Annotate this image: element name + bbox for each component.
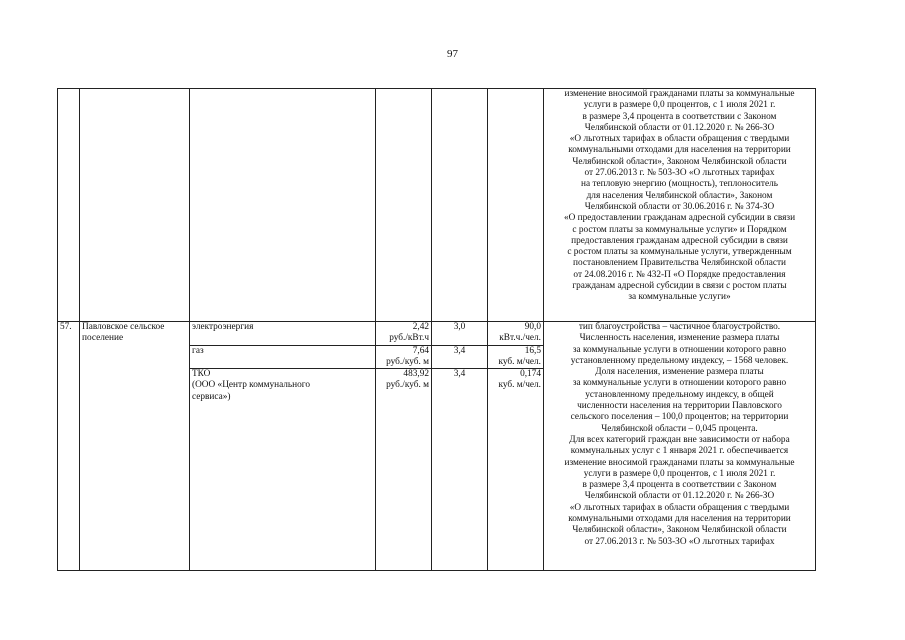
cell-norm-empty bbox=[488, 89, 544, 322]
service-tariff: 7,64 руб./куб. м bbox=[376, 345, 432, 369]
table-row-service-electricity bbox=[58, 322, 816, 346]
cell-growth-empty bbox=[432, 89, 488, 322]
page-number: 97 bbox=[447, 48, 458, 60]
service-tariff: 483,92 руб./куб. м bbox=[376, 369, 432, 571]
service-norm: 16,5 куб. м/чел. bbox=[488, 345, 544, 369]
service-name: ТКО (ООО «Центр коммунального сервиса») bbox=[190, 369, 376, 571]
entry-number: 57. bbox=[58, 322, 80, 571]
service-growth: 3,4 bbox=[432, 345, 488, 369]
settlement-name: Павловское сельское поселение bbox=[80, 322, 190, 571]
service-growth: 3,4 bbox=[432, 369, 488, 571]
cell-number-empty bbox=[58, 89, 80, 322]
continued-description: изменение вносимой гражданами платы за коммунальные услуги в размере 0,0 процентов, с 1 июля 2021 г. в размере 3,4 процента в соответствии с Законом Челябинской области от 01.12.2020 г. № 266-ЗО «О льготных тарифах в области обращения с твердыми коммунальными отходами для населения на территории Челябинской области», Законом Челябинской области от 27.06.2013 г. № 503-ЗО «О льготных тарифах на тепловую энергию (мощность), теплоноситель для населения Челябинской области», Законом Челябинской области от 30.06.2016 г. № 374-ЗО «О предоставлении гражданам адресной субсидии в связи с ростом платы за коммунальные услуги» и Порядком предоставления гражданам адресной субсидии в связи с ростом платы за коммунальные услуги, утвержденным постановлением Правительства Челябинской области от 24.08.2016 г. № 432-П «О Порядке предоставления гражданам адресной субсидии в связи с ростом платы за коммунальные услуги» bbox=[544, 89, 816, 322]
entry-description: тип благоустройства – частичное благоустройство. Численность населения, изменение размера платы за коммунальные услуги в отношении которого равно установленному предельному индексу, – 1568 человек. Доля населения, изменение размера платы за коммунальные услуги в отношении которого равно установленному предельному индексу, в общей численности населения на территории Павловского сельского поселения – 100,0 процентов; на территории Челябинской области – 0,045 процента. Для всех категорий граждан вне зависимости от набора коммунальных услуг с 1 января 2021 г. обеспечивается изменение вносимой гражданами платы за коммунальные услуги в размере 0,0 процентов, с 1 июля 2021 г. в размере 3,4 процента в соответствии с Законом Челябинской области от 01.12.2020 г. № 266-ЗО «О льготных тарифах в области обращения с твердыми коммунальными отходами для населения на территории Челябинской области», Законом Челябинской области от 27.06.2013 г. № 503-ЗО «О льготных тарифах bbox=[544, 322, 816, 571]
tariff-table bbox=[57, 88, 816, 571]
service-name: электроэнергия bbox=[190, 322, 376, 346]
service-norm: 90,0 кВт.ч./чел. bbox=[488, 322, 544, 346]
service-growth: 3,0 bbox=[432, 322, 488, 346]
cell-service-empty bbox=[190, 89, 376, 322]
cell-settlement-empty bbox=[80, 89, 190, 322]
service-norm: 0,174 куб. м/чел. bbox=[488, 369, 544, 571]
service-tariff: 2,42 руб./кВт.ч bbox=[376, 322, 432, 346]
table-row-continued bbox=[58, 89, 816, 322]
cell-tariff-empty bbox=[376, 89, 432, 322]
service-name: газ bbox=[190, 345, 376, 369]
